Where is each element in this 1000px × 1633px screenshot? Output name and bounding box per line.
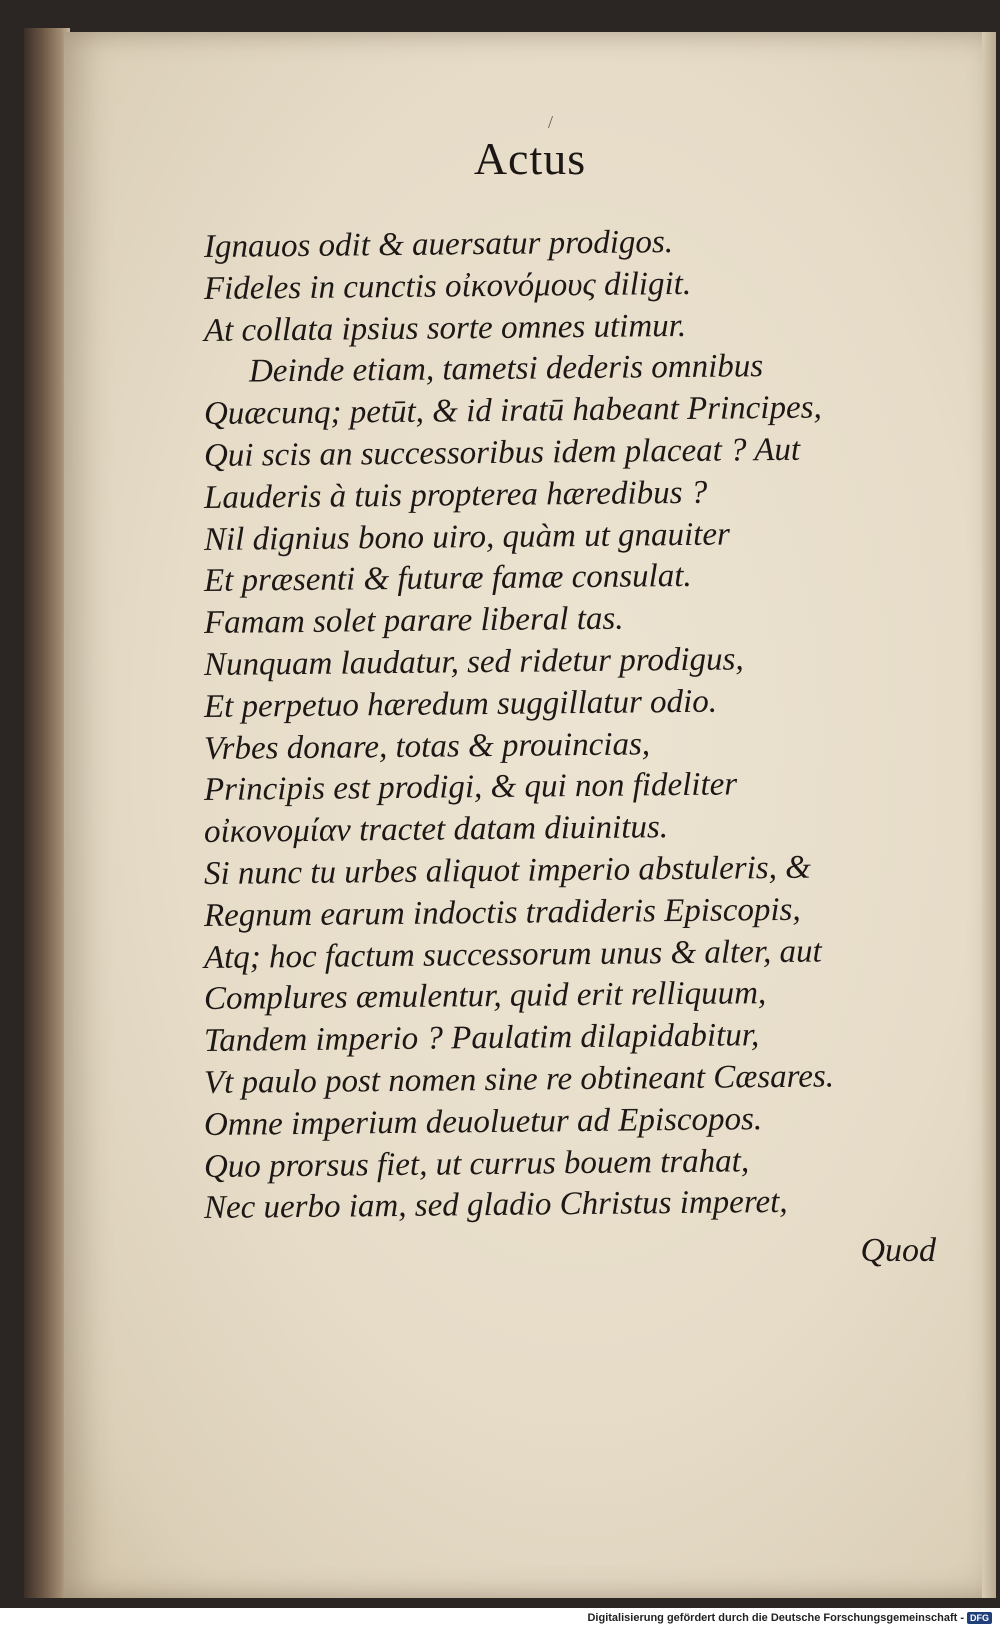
- verse-line: Fideles in cunctis οἰκονόμους diligit.: [203, 265, 692, 307]
- verse-line: Omne imperium deuoluetur ad Episcopos.: [203, 1100, 763, 1143]
- verse-line: Lauderis à tuis propterea hæredibus ?: [203, 474, 708, 516]
- verse-line: Ignauos odit & auersatur prodigos.: [203, 224, 674, 265]
- funding-credit: [587, 1612, 992, 1624]
- verse-line: Et præsenti & futuræ famæ consulat.: [203, 558, 692, 600]
- stray-mark: /: [548, 112, 554, 132]
- verse-line: Principis est prodigi, & qui non fideliter: [203, 766, 738, 809]
- running-head: Actus: [473, 133, 587, 184]
- page-edge: [982, 32, 996, 1598]
- verse-line: οἰκονομίαν tractet datam diuinitus.: [203, 809, 669, 851]
- verse-line: Regnum earum indoctis tradideris Episcopis,: [203, 891, 801, 934]
- verse-line: Si nunc tu urbes aliquot imperio abstuleris, &: [203, 849, 811, 892]
- verse-line: Et perpetuo hæredum suggillatur odio.: [203, 683, 718, 725]
- verse-line: Famam solet parare liberal tas.: [203, 600, 624, 642]
- footer-bar: [0, 1608, 1000, 1633]
- credit-text: Digitalisierung gefördert durch die Deutsche Forschungsgemeinschaft -: [587, 1612, 964, 1624]
- verse-line: Vt paulo post nomen sine re obtineant Cæsares.: [203, 1058, 835, 1101]
- catchword: Quod: [860, 1232, 936, 1269]
- verse-line: Nil dignius bono uiro, quàm ut gnauiter: [203, 516, 731, 558]
- verse-line: Tandem imperio ? Paulatim dilapidabitur,: [203, 1017, 760, 1060]
- verse-line: Nec uerbo iam, sed gladio Christus imperet,: [203, 1184, 788, 1227]
- verse-line: Quæcunq; petūt, & id iratū habeant Principes,: [203, 389, 822, 433]
- verse-line: At collata ipsius sorte omnes utimur.: [203, 307, 687, 349]
- verse-line: Complures æmulentur, quid erit relliquum,: [203, 975, 767, 1018]
- verse-line: Vrbes donare, totas & prouincias,: [203, 725, 651, 767]
- verse-line: Qui scis an successoribus idem placeat ? Aut: [203, 431, 801, 474]
- verse-line: Quo prorsus fiet, ut currus bouem trahat,: [203, 1142, 750, 1185]
- verse-line: Nunquam laudatur, sed ridetur prodigus,: [203, 641, 744, 683]
- verse-line: Deinde etiam, tametsi dederis omnibus: [248, 348, 764, 390]
- dfg-logo: DFG: [967, 1612, 992, 1624]
- verse-line: Atq; hoc factum successorum unus & alter, aut: [203, 933, 822, 976]
- verse-text: [203, 224, 974, 1230]
- book-page: [64, 32, 996, 1598]
